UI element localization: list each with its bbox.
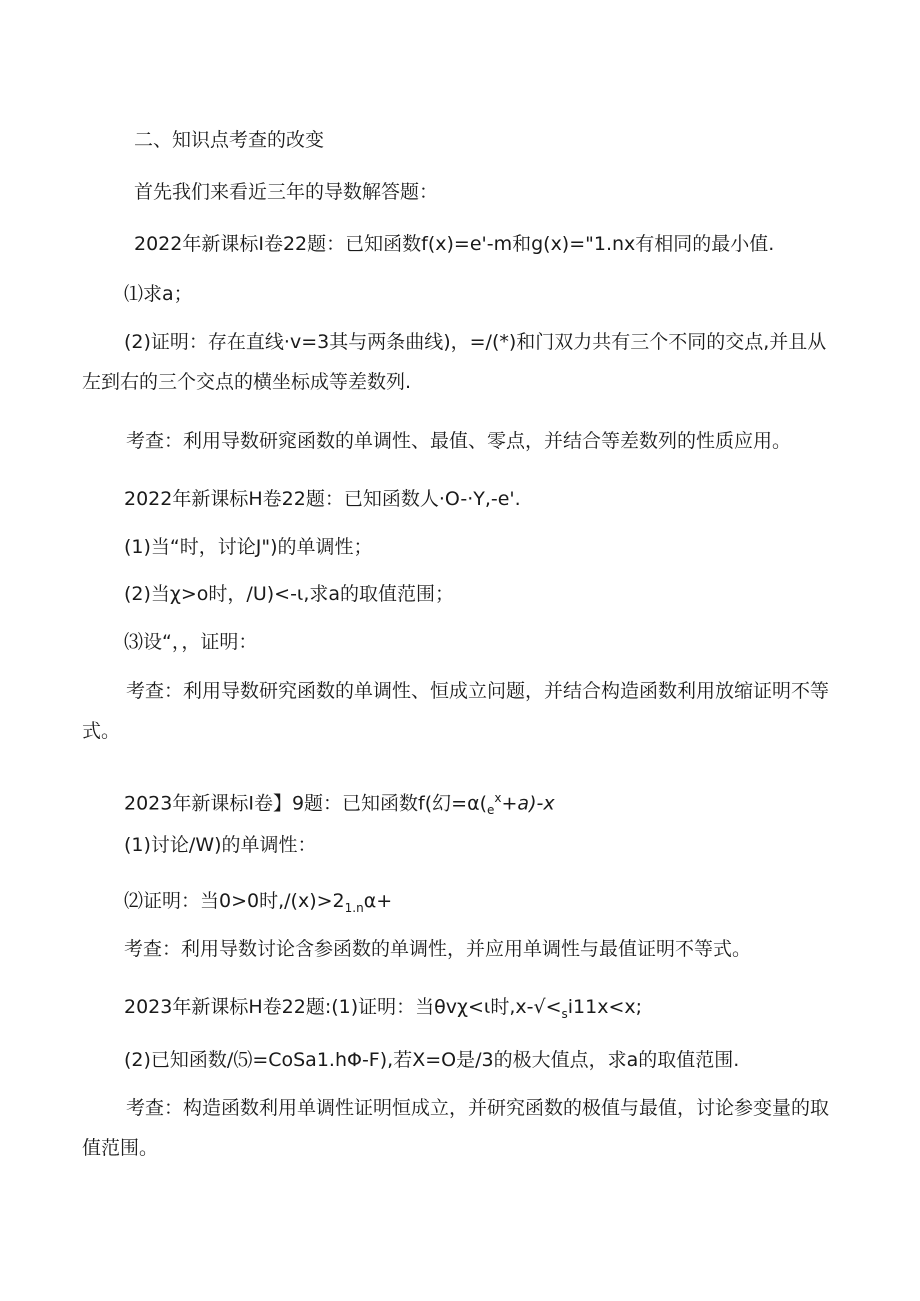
problem3-part2-main: ⑵证明：当0>0时,/(x)>2: [124, 890, 345, 912]
problem4-title-sub: s: [561, 1006, 568, 1021]
problem3-part1: (1)讨论/W)的单调性：: [124, 834, 317, 856]
problem3-part2-sub: 1.n: [344, 900, 364, 915]
problem2-part3: ⑶设“，，证明：: [124, 631, 258, 653]
problem4-title: [124, 995, 642, 1026]
problem3-title: [124, 786, 555, 822]
problem2-review: 考查：利用导数研究函数的单调性、恒成立问题，并结合构造函数利用放缩证明不等式。: [82, 680, 830, 742]
problem4-review: 考查：构造函数利用单调性证明恒成立，并研究函数的极值与最值，讨论参变量的取值范围。: [82, 1097, 830, 1159]
problem3-title-main: 2023年新课标I卷】9题：已知函数f(幻=α(: [124, 792, 488, 815]
problem2-title: 2022年新课标H卷22题：已知函数人·O-·Y,-e'.: [124, 488, 521, 510]
problem3-part2-tail: α+: [363, 890, 393, 912]
problem4-part2: (2)已知函数/⑸=CoSa1.hΦ-F),若X=O是/3的极大值点，求a的取值范围.: [124, 1049, 740, 1071]
problem2-part2: (2)当χ>o时，/U)<-ι,求a的取值范围；: [124, 583, 455, 605]
problem3-title-sup: x: [494, 791, 502, 805]
problem2-part1: (1)当“时，讨论J")的单调性；: [124, 536, 373, 558]
problem3-title-sub: e: [487, 803, 495, 818]
problem1-part2: (2)证明：存在直线·v=3其与两条曲线)，=/(*)和门双力共有三个不同的交点,并且从左到右的三个交点的横坐标成等差数列.: [82, 331, 827, 393]
intro-text: 首先我们来看近三年的导数解答题：: [134, 181, 439, 203]
problem4-title-tail: i11x<x;: [567, 996, 643, 1018]
problem1-part1: ⑴求a；: [124, 283, 193, 305]
section-heading: 二、知识点考查的改变: [134, 129, 325, 151]
problem3-review: 考查：利用导数讨论含参函数的单调性，并应用单调性与最值证明不等式。: [124, 938, 752, 960]
problem3-title-tail: +a)-x: [501, 792, 555, 815]
problem1-review: 考查：利用导数研窕函数的单调性、最值、零点，并结合等差数列的性质应用。: [126, 430, 792, 452]
problem3-part2: [124, 889, 392, 920]
problem4-title-main: 2023年新课标H卷22题:(1)证明：当θvχ<ι时,x-√<: [124, 996, 562, 1018]
problem1-title: 2022年新课标I卷22题：已知函数f(x)=e'-m和g(x)="1.nx有相同的最小值.: [134, 233, 775, 255]
